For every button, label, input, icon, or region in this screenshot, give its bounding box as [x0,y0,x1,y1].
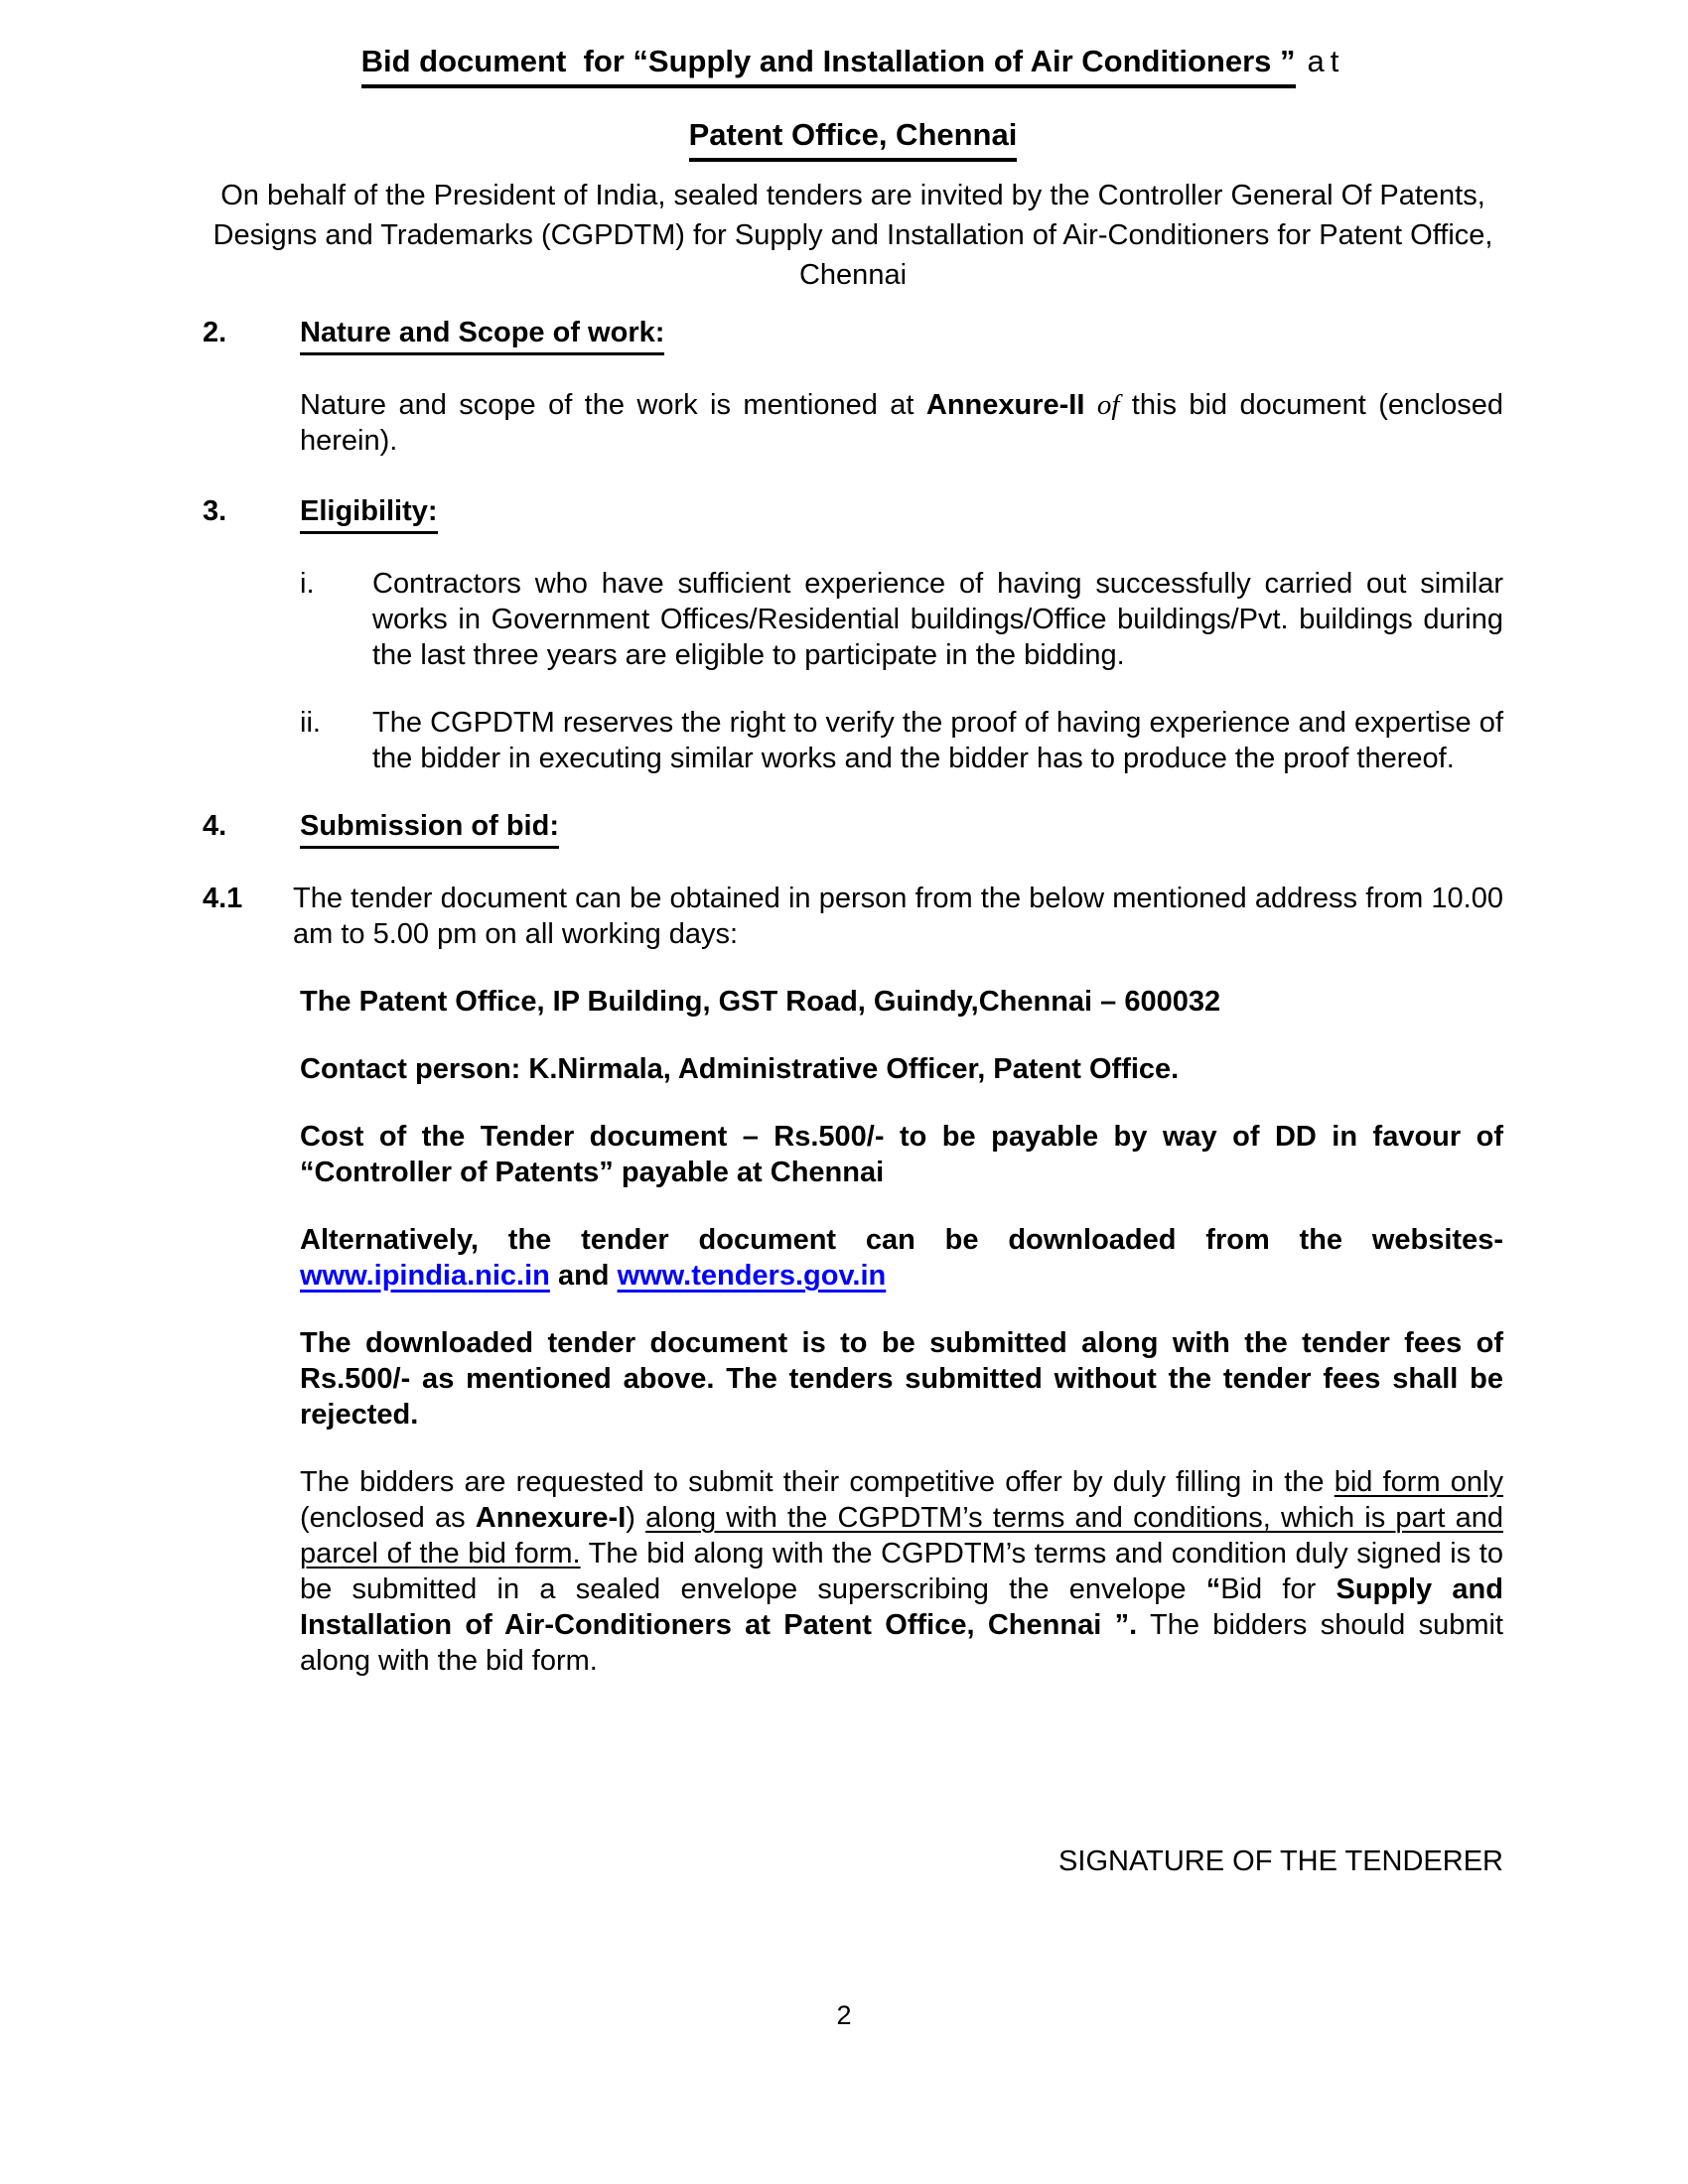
section-3-number: 3. [203,495,227,527]
text-run: Contractors who have sufficient experience of having successfully carried out similar works in Government Offices/Residential buildings/Office buildings/Pvt. buildings during the last three years are eligible to participate in the bidding. [372,568,1503,671]
scope-paragraph [300,387,1503,459]
text-run: this bid document (enclosed herein). [300,389,1503,457]
downloaded-tender-paragraph: The downloaded tender document is to be submitted along with the tender fees of Rs.500/- as mentioned above. The tenders submitted without the tender fees shall be rejected. [300,1327,1503,1431]
section-4-heading-label: Submission of bid: [300,808,559,849]
item-i-marker: i. [300,568,315,600]
text-run: of [1096,389,1120,421]
intro-paragraph: On behalf of the President of India, sealed tenders are invited by the Controller General Of Patents, Designs and Trademarks (CGPDTM) for Supply and Installation of Air-Conditioners for Patent Office, Chennai [212,180,1493,291]
address-line: The Patent Office, IP Building, GST Road, Guindy,Chennai – 600032 [300,986,1221,1018]
text-run: Bid for [1220,1573,1336,1605]
section-2-number: 2. [203,317,227,348]
item-i-text [372,566,1503,673]
document-subtitle-underlined: Patent Office, Chennai [689,115,1018,162]
document-title-underlined: Bid document for “Supply and Installation of Air Conditioners ” [361,42,1296,88]
annexure-ii-reference: Annexure-II [925,389,1085,421]
download-websites-paragraph [300,1222,1503,1294]
text-run: Supply and Installation of Air-Conditioners at Patent Office, Chennai ”. [300,1573,1503,1641]
tender-cost-paragraph: Cost of the Tender document – Rs.500/- to be payable by way of DD in favour of “Controller of Patents” payable at Chennai [300,1121,1503,1188]
clause-4-1-marker: 4.1 [203,883,243,914]
section-3-heading-label: Eligibility: [300,493,438,534]
text-run: The bidders are requested to submit their competitive offer by duly filling in the [300,1466,1335,1498]
text-run: Nature and scope of the work is mentioned at [300,389,926,421]
link-tenders[interactable]: www.tenders.gov.in [617,1260,887,1292]
item-ii-marker: ii. [300,707,321,739]
document-content [203,0,1503,1879]
text-run: The bidders should submit along with the bid form. [300,1609,1503,1677]
text-run: “ [1205,1573,1221,1605]
document-title-suffix: at [1307,44,1345,78]
section-3-heading [203,493,1503,534]
text-run: bid form only [1334,1466,1503,1498]
text-run: ) [626,1502,646,1534]
text-run [1084,389,1096,421]
page-number: 2 [836,2000,852,2030]
text-run: (enclosed as [300,1502,476,1534]
text-run: and [549,1260,618,1292]
annexure-i-reference: Annexure-I [475,1502,627,1534]
eligibility-item-ii [300,705,1503,776]
link-ipindia[interactable]: www.ipindia.nic.in [300,1260,550,1292]
clause-4-1 [203,881,1503,952]
bid-submission-paragraph [300,1464,1503,1679]
text-run: The tender document can be obtained in person from the below mentioned address from 10.00 am to 5.00 pm on all working days: [293,883,1503,950]
signature-line: SIGNATURE OF THE TENDERER [1058,1845,1503,1877]
document-subtitle [203,115,1503,162]
document-title [203,42,1503,88]
item-ii-text [372,705,1503,776]
eligibility-item-i [300,566,1503,673]
contact-person-line: Contact person: K.Nirmala, Administrative Officer, Patent Office. [300,1053,1180,1085]
section-4-heading [203,808,1503,849]
section-2-heading-label: Nature and Scope of work: [300,315,664,355]
text-run: The bid along with the CGPDTM’s terms and condition duly signed is to be submitted in a sealed envelope superscribing the envelope [300,1538,1503,1605]
section-2-heading [203,315,1503,355]
text-run: The CGPDTM reserves the right to verify the proof of having experience and expertise of the bidder in executing similar works and the bidder has to produce the proof thereof. [372,707,1503,774]
text-run: Alternatively, the tender document can be downloaded from the websites- [300,1224,1503,1256]
clause-4-1-text [293,881,1503,952]
text-run: along with the CGPDTM’s terms and conditions, which is part and parcel of the bid form. [300,1502,1503,1570]
section-4-number: 4. [203,810,227,842]
